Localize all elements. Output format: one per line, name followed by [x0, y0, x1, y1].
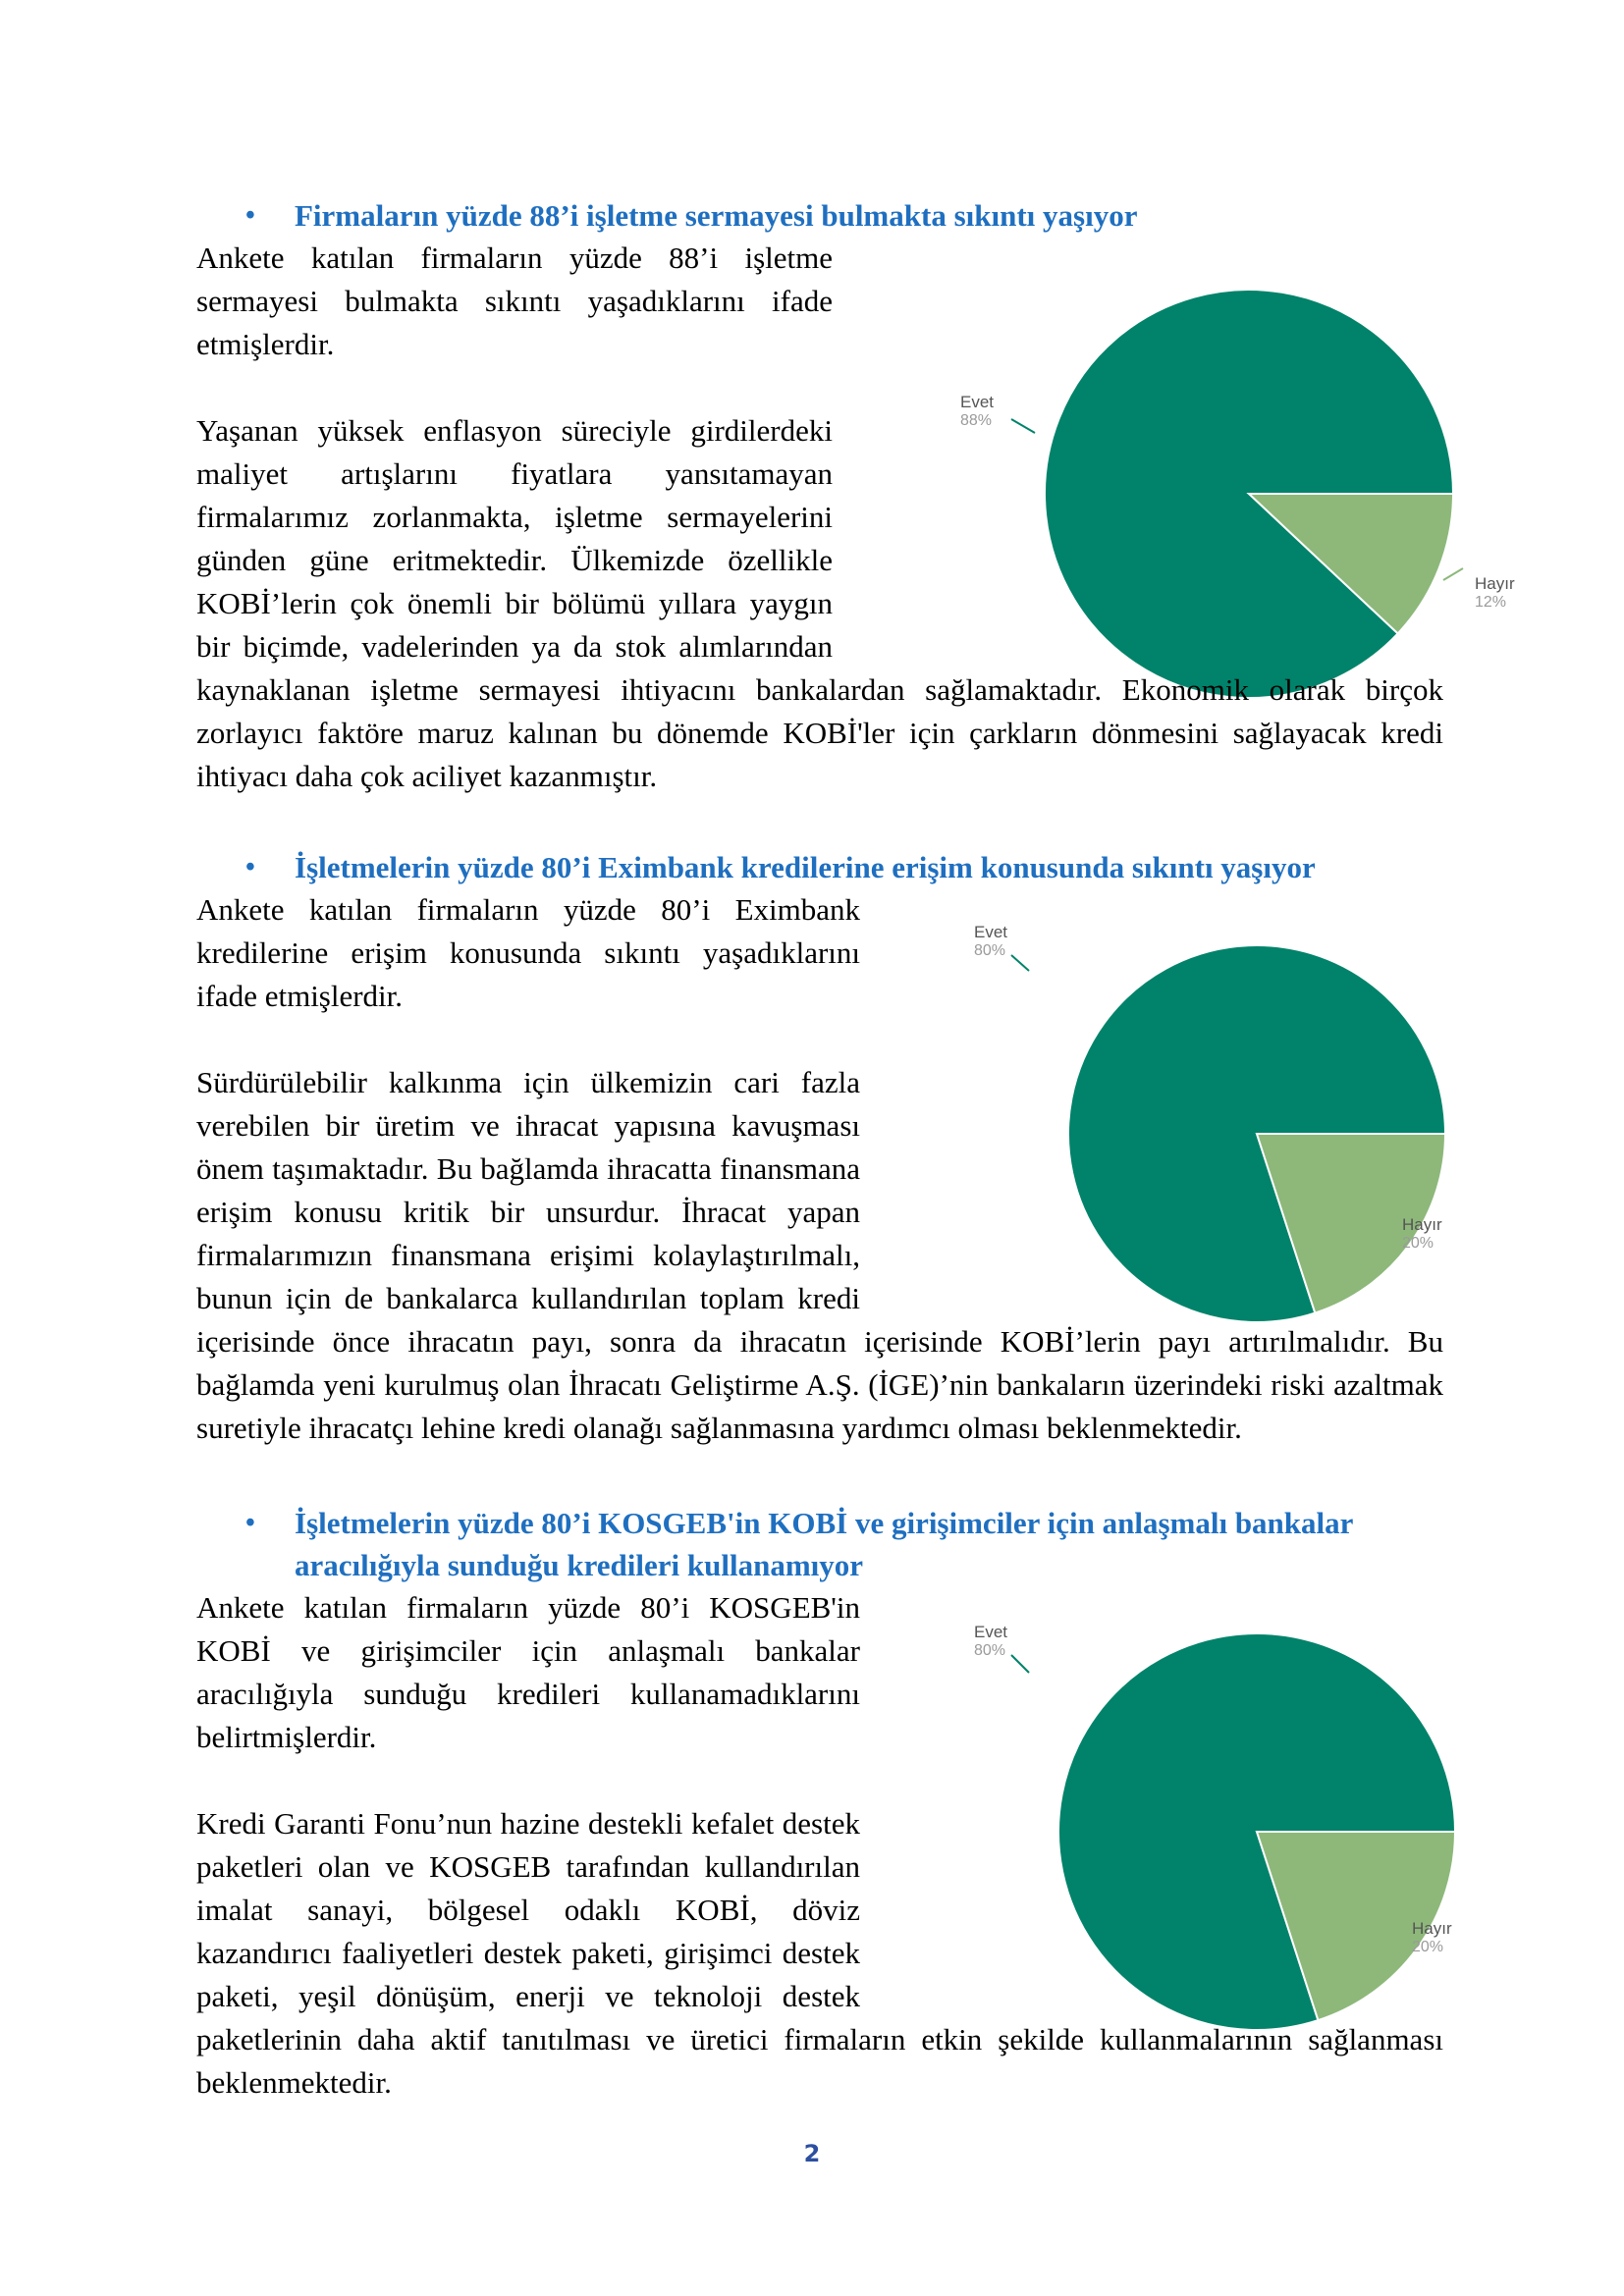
pie-label-evet: Evet: [974, 923, 1008, 941]
pie-chart-svg: [893, 896, 1443, 1320]
pie-label-evet: Evet: [960, 393, 995, 411]
paragraph: Kredi Garanti Fonu’nun hazine destekli kefalet destek paketleri olan ve KOSGEB tarafından kullandırılan imalat sanayi, bölgesel odaklı KOBİ, döviz kazandırıcı faaliyetleri destek paketi, girişimci destek paketi, yeşil dönüşüm, enerji ve teknoloji destek paketlerinin daha aktif tanıtılması ve üretici firmaların etkin şekilde kullanmalarının sağlanması beklenmektedir.: [196, 1806, 1443, 2100]
pie-group: [1068, 945, 1445, 1322]
section-heading-text: İşletmelerin yüzde 80’i Eximbank kredilerine erişim konusunda sıkıntı yaşıyor: [295, 850, 1316, 884]
bullet-icon: •: [245, 200, 255, 231]
paragraph: Sürdürülebilir kalkınma için ülkemizin cari fazla verebilen bir üretim ve ihracat yapısına kavuşması önem taşımaktadır. Bu bağlamda ihracatta finansmana erişim konusu kritik bir unsurdur. İhracat yapan firmalarımızın finansmana erişimi kolaylaştırılmalı, bunun için de bankalarca kullandırılan toplam kredi içerisinde önce ihracatın payı, sonra da ihracatın içerisinde KOBİ’lerin payı artırılmalıdır. Bu bağlamda yeni kurulmuş olan İhracatı Geliştirme A.Ş. (İGE)’nin bankaların üzerindeki riski azaltmak suretiyle ihracatçı lehine kredi olanağı sağlanmasına yardımcı olması beklenmektedir.: [196, 1065, 1443, 1445]
paragraph: Ankete katılan firmaların yüzde 80’i KOSGEB'in KOBİ ve girişimciler için anlaşmalı bankalar aracılığıyla sunduğu kredileri kullanamadıklarını belirtmişlerdir.: [196, 1590, 860, 1754]
evet-leader-line: [1011, 419, 1035, 433]
section-kosgeb: [196, 1502, 1452, 2105]
paragraph: Ankete katılan firmaların yüzde 80’i Eximbank kredilerine erişim konusunda sıkıntı yaşadıklarını ifade etmişlerdir.: [196, 892, 860, 1013]
paragraph: Yaşanan yüksek enflasyon süreciyle girdilerdeki maliyet artışlarını fiyatlara yansıtamayan firmalarımız zorlanmakta, işletme sermayelerini günden güne eritmektedir. Ülkemizde özellikle KOBİ’lerin çok önemli bir bölümü yıllara yaygın bir biçimde, vadelerinden ya da stok alımlarından kaynaklanan işletme sermayesi ihtiyacını bankalardan sağlamaktadır. Ekonomik olarak birçok zorlayıcı faktöre maruz kalınan bu dönemde KOBİ'ler için çarkların dönmesini sağlayacak kredi ihtiyacı daha çok aciliyet kazanmıştır.: [196, 413, 1443, 793]
evet-leader-line: [1011, 955, 1029, 971]
pie-label-hayir: Hayır: [1475, 574, 1515, 593]
section-heading-text: İşletmelerin yüzde 80’i KOSGEB'in KOBİ ve girişimciler için anlaşmalı bankalar aracılığıyla sunduğu kredileri kullanamıyor: [295, 1506, 1353, 1582]
pie-chart: [893, 1594, 1452, 2018]
hayir-leader-line: [1443, 568, 1463, 580]
pie-label-hayir: Hayır: [1412, 1919, 1452, 1938]
pie-value-evet: 88%: [960, 412, 993, 429]
pie-value-hayir: 20%: [1412, 1939, 1444, 1955]
section-working-capital: [196, 194, 1515, 798]
pie-chart-svg: [893, 1594, 1452, 2018]
section-heading: [196, 1502, 1443, 1586]
pie-value-evet: 80%: [974, 942, 1006, 959]
section-heading: [196, 846, 1443, 888]
pie-chart: [854, 240, 1515, 667]
bullet-icon: •: [245, 852, 255, 882]
section-heading-text: Firmaların yüzde 88’i işletme sermayesi bulmakta sıkıntı yaşıyor: [295, 198, 1138, 233]
pie-chart: [893, 896, 1443, 1320]
paragraph: Ankete katılan firmaların yüzde 88’i işletme sermayesi bulmakta sıkıntı yaşadıklarını ifade etmişlerdir.: [196, 240, 833, 361]
bullet-icon: •: [245, 1508, 255, 1538]
page-number: 2: [803, 2140, 821, 2167]
pie-label-evet: Evet: [974, 1623, 1008, 1641]
pie-chart-svg: [854, 240, 1515, 667]
pie-value-hayir: 20%: [1402, 1235, 1435, 1252]
pie-value-hayir: 12%: [1475, 594, 1507, 611]
evet-leader-line: [1011, 1655, 1029, 1673]
pie-group: [1045, 290, 1453, 698]
pie-group: [1058, 1633, 1455, 2030]
pie-label-hayir: Hayır: [1402, 1215, 1442, 1234]
section-eximbank: [196, 846, 1443, 1450]
pie-value-evet: 80%: [974, 1642, 1006, 1659]
section-heading: [196, 194, 1443, 237]
